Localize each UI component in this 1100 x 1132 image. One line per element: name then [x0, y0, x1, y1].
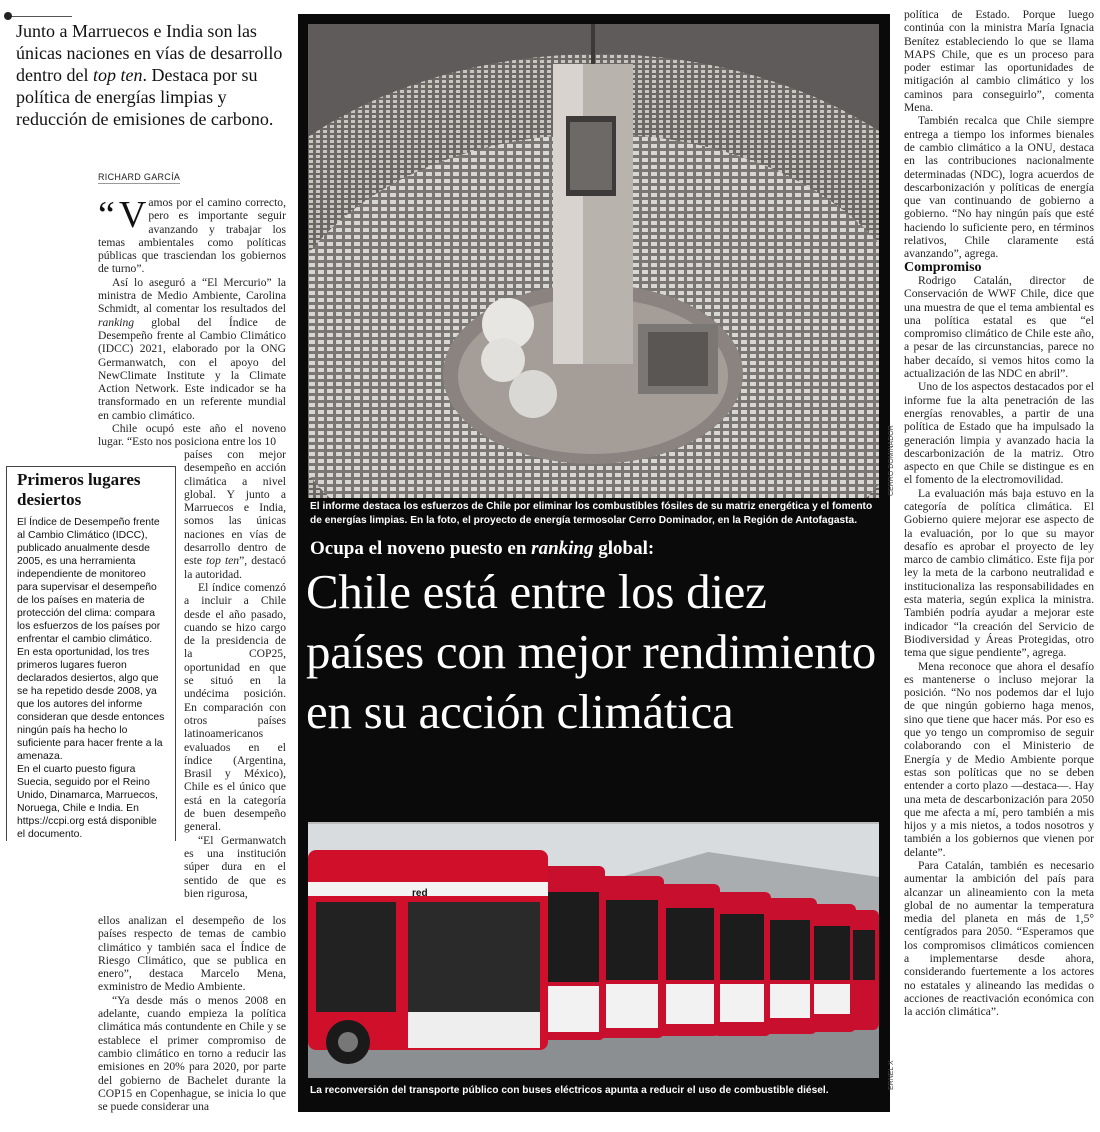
photo2-caption: La reconversión del transporte público con buses eléctricos apunta a reducir el uso de combustible diésel.	[310, 1085, 829, 1096]
kicker: Ocupa el noveno puesto en ranking global:	[310, 538, 655, 559]
sidebar-paragraph: En esta oportunidad, los tres primeros lugares fueron declarados desiertos, algo que se ha repetido desde 2008, ya que los autores del informe consideran que desde entonces ningún país ha hecho lo suficiente para hacer frente a la amenaza.	[17, 647, 165, 762]
electric-buses-photo	[308, 822, 879, 1078]
sidebar-paragraph: El Índice de Desempeño frente al Cambio Climático (IDCC), publicado anualmente desde 2005, es una herramienta independiente de monitoreo para supervisar el desempeño de los países en materia de protección del clima: compara los esfuerzos de los países por enfrentar el cambio climático.	[17, 517, 161, 645]
sidebar-title: Primeros lugares desiertos	[17, 470, 141, 509]
article-col1-top: “ V amos por el camino correcto, pero es importante seguir avanzando y trabajar los temas ambientales como políticas públicas que trasciendan los gobiernos de turno”. Así lo aseguró a “El Mercurio” la ministra de Medio Ambiente, Carolina Schmidt, al comentar los resultados del ranking global del Índice de Desempeño frente al Cambio Climático (IDCC) 2021, elaborado por la ONG Germanwatch, con el apoyo del NewClimate Institute y la Climate Action Network. Este indicador se ha transformado en un referente mundial en cambio climático. Chile ocupó este año el noveno lugar. “Esto nos posiciona entre los 10	[98, 194, 286, 449]
top-rule	[6, 16, 72, 17]
article-col1-bottom: ellos analizan el desempeño de los países respecto de temas de cambio climático y también saca el Índice de Riesgo Climático, que se publica en enero”, destaca Marcelo Mena, exministro de Medio Ambiente. “Ya desde más o menos 2008 en adelante, cuando empieza la política climática más contundente en Chile y se establece el primer compromiso de cambio climático en torno a reducir las emisiones en 20% para 2020, por parte del gobierno de Bachelet durante la COP15 en Copenhague, se inicia lo que se puede considerar una	[98, 914, 286, 1114]
solar-tower-photo	[308, 24, 879, 498]
photo2-credit: ERNEL X	[888, 1060, 895, 1090]
photo1-caption: El informe destaca los esfuerzos de Chile por eliminar los combustibles fósiles de su matriz energética y el fomento de energías limpias. En la foto, el proyecto de energía termosolar Cerro Dominador, en la Región de Antofagasta.	[310, 501, 873, 526]
article-col3: política de Estado. Porque luego continúa con la ministra María Ignacia Benítez estableciendo lo que se llama MAPS Chile, que es un proceso para poder estimar las oportunidades de mitigación al cambio climático y los caminos para conseguirlo”, comenta Mena. También recalca que Chile siempre entrega a tiempo los informes bienales de cambio climático a la ONU, destaca en las contribuciones nacionalmente determinadas (NDC), logra acuerdos de descarbonización y políticas de energía que van continuando de gobierno a gobierno. “No hay ningún país que esté haciendo lo suficiente pero, en términos relativos, Chile claramente está avanzando”, agrega. Compromiso Rodrigo Catalán, director de Conservación de WWF Chile, dice que una muestra de que el tema ambiental es una política estatal es que “el compromiso climático de Chile este año, a pesar de las circunstancias, parece no haber decaído, si vemos hitos como la actualización de las NDC en abril”. Uno de los aspectos destacados por el informe fue la alta penetración de las energías renovables, a partir de una política de Estado que ha impulsado la generación limpia y avanzado hacia la descarbonización de la matriz. Otro aspecto en que Chile se distingue es en el fomento de la electromovilidad. La evaluación más baja estuvo en la categoría de política climática. El Gobierno quiere mejorar ese aspecto de la evaluación, por lo que su mayor desafío es aprobar el proyecto de ley marco de cambio climático. Este fija por ley la meta de la carbono neutralidad e institucionaliza las responsabilidades en esta materia, según explica la ministra. También podría ayudar a mejorar este indicador “la creación del Servicio de Biodiversidad y Áreas Protegidas, otro tema que sigue pendiente”, agrega. Mena reconoce que ahora el desafío es mantenerse o incluso mejorar la posición. “No nos podemos dar el lujo de que ningún gobierno haga menos, sino que tiene que hacer más. Por eso es que yo tengo un compromiso de seguir colaborando con el Ministerio de Energía y de Medio Ambiente porque estas son políticas que no se deben entender a corto plazo —destaca—. Hay una meta de descarbonización para 2050 que me afecta a mí, pero también a mis hijos y a mis nietos, a todos nosotros y también a los gobiernos que vienen por delante”. Para Catalán, también es necesario aumentar la ambición del país para alcanzar un alineamiento con la meta global de no aumentar la temperatura media del planeta en más de 1,5° centígrados para 2050. “Esperamos que los compromisos climáticos comiencen a implementarse desde ahora, considerando fuertemente a los actores no estatales y alineando las medidas o acciones de reactivación económica con la acción climática”.	[904, 8, 1094, 1019]
buses-illustration	[308, 822, 879, 1078]
article-col1-narrow: países con mejor desempeño en acción climática a nivel global. Y junto a Marruecos e India, somos las únicas naciones en vías de desarrollo dentro de este top ten”, destacó la autoridad. El índice comenzó a incluir a Chile desde el año pasado, cuando se hizo cargo de la presidencia de la COP25, oportunidad en que se situó en la undécima posición. En comparación con otros países latinoamericanos evaluados en el índice (Argentina, Brasil y México), Chile es el único que está en la categoría de buen desempeño general. “El Germanwatch es una institución súper dura en el sentido de que es bien rigurosa,	[184, 448, 286, 900]
bullet-dot	[4, 12, 12, 20]
drop-quote-mark: “	[98, 194, 115, 236]
drop-cap: V	[118, 194, 147, 236]
solar-field-illustration	[308, 24, 879, 498]
sidebar-box	[6, 466, 176, 841]
photo1-credit: CERRO DOMINADOR	[888, 425, 895, 496]
sidebar-paragraph: En el cuarto puesto figura Suecia, seguido por el Reino Unido, Dinamarca, Marruecos, Noruega, Chile e India. En https://ccpi.org está disponible el documento.	[17, 764, 158, 840]
bus-brand-label: red	[412, 888, 428, 899]
lead-summary: Junto a Marruecos e India son las únicas naciones en vías de desarrollo dentro del top ten. Destaca por su política de energías limpias y reducción de emisiones de carbono.	[16, 21, 283, 129]
subheading: Compromiso	[904, 259, 982, 275]
byline: RICHARD GARCÍA	[98, 172, 181, 182]
headline: Chile está entre los diez países con mejor rendimiento en su acción climática	[306, 564, 876, 739]
